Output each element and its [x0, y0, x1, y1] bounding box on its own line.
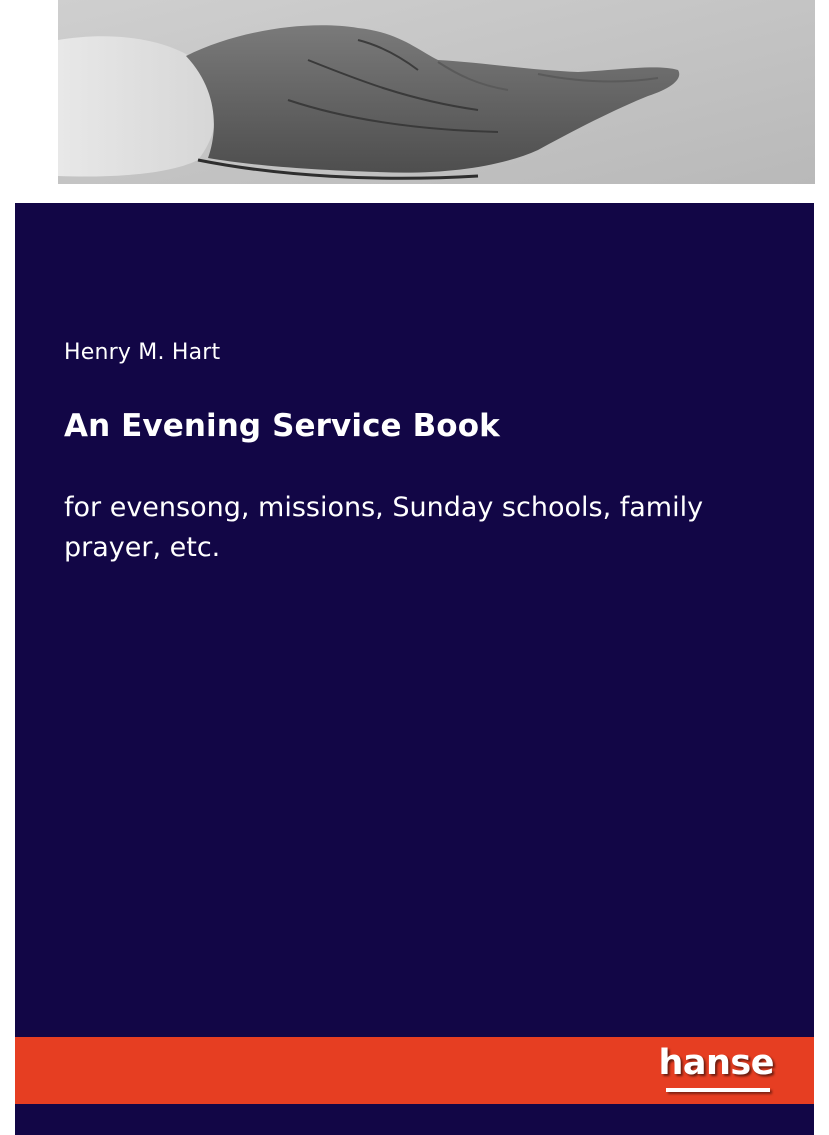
publisher-logo: hanse: [658, 1043, 774, 1083]
cover-panel: [15, 203, 814, 1135]
author-name: Henry M. Hart: [64, 340, 221, 365]
open-hand-icon: [58, 0, 815, 184]
publisher-band: [15, 1037, 814, 1104]
cover-photo-hand: [58, 0, 815, 184]
publisher-logo-underline: [666, 1088, 770, 1092]
book-subtitle: for evensong, missions, Sunday schools, family prayer, etc.: [64, 492, 704, 563]
book-title: An Evening Service Book: [64, 408, 500, 444]
